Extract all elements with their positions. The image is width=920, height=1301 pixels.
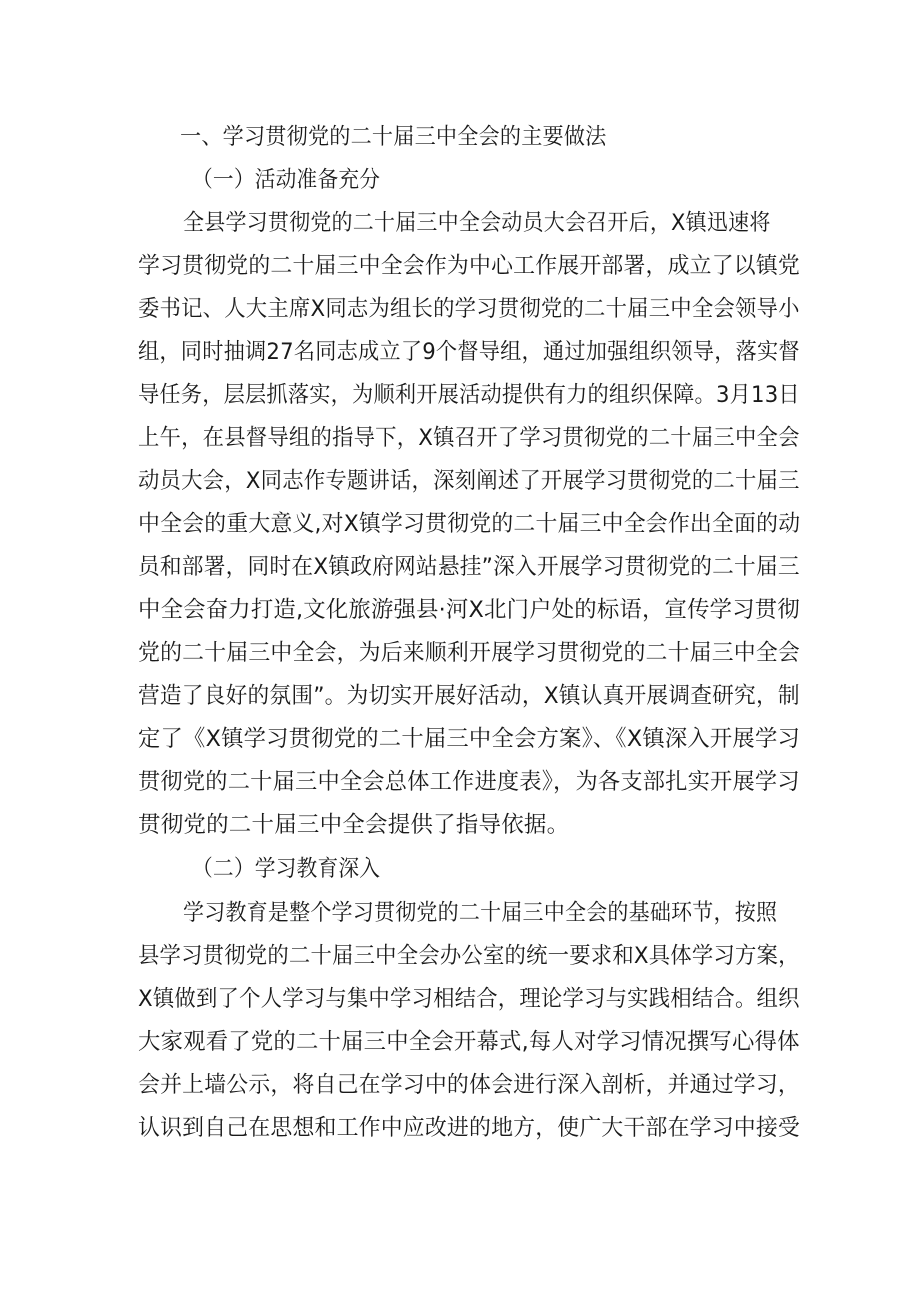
section-1-line: 贯彻党的二十届三中全会提供了指导依据。	[138, 812, 570, 838]
heading-main: 一、学习贯彻党的二十届三中全会的主要做法	[180, 124, 607, 150]
section-2-line: 学习教育是整个学习贯彻党的二十届三中全会的基础环节，按照	[183, 900, 778, 926]
section-1-line: 上午，在县督导组的指导下，X镇召开了学习贯彻党的二十届三中全会	[138, 425, 800, 451]
section-2-title: （二）学习教育深入	[192, 856, 381, 882]
section-2-line: X镇做到了个人学习与集中学习相结合，理论学习与实践相结合。组织	[138, 986, 800, 1012]
section-1-line: 营造了良好的氛围”。为切实开展好活动，X镇认真开展调查研究，制	[138, 683, 800, 709]
section-1-line: 员和部署，同时在X镇政府网站悬挂”深入开展学习贯彻党的二十届三	[138, 554, 800, 580]
section-1-line: 组，同时抽调27名同志成立了9个督导组，通过加强组织领导，落实督	[138, 339, 800, 365]
section-1-line: 中全会奋力打造,文化旅游强县·河X北门户处的标语，宣传学习贯彻	[138, 597, 800, 623]
section-1-line: 贯彻党的二十届三中全会总体工作进度表》，为各支部扎实开展学习	[138, 769, 800, 795]
section-1-line: 导任务，层层抓落实，为顺利开展活动提供有力的组织保障。3月13日	[138, 382, 800, 408]
section-1-line: 中全会的重大意义,对X镇学习贯彻党的二十届三中全会作出全面的动	[138, 511, 801, 537]
section-2-line: 会并上墙公示，将自己在学习中的体会进行深入剖析，并通过学习，	[138, 1072, 801, 1098]
section-1-line: 学习贯彻党的二十届三中全会作为中心工作展开部署，成立了以镇党	[138, 253, 801, 279]
section-1-line: 定了《X镇学习贯彻党的二十届三中全会方案》、《X镇深入开展学习	[138, 726, 801, 752]
section-2-line: 大家观看了党的二十届三中全会开幕式,每人对学习情况撰写心得体	[138, 1029, 800, 1055]
section-2-line: 认识到自己在思想和工作中应改进的地方，使广大干部在学习中接受	[138, 1115, 801, 1141]
section-1-line: 委书记、人大主席X同志为组长的学习贯彻党的二十届三中全会领导小	[138, 296, 800, 322]
section-1-line: 党的二十届三中全会，为后来顺利开展学习贯彻党的二十届三中全会	[138, 640, 801, 666]
section-1-title: （一）活动准备充分	[192, 167, 381, 193]
section-2-line: 县学习贯彻党的二十届三中全会办公室的统一要求和X具体学习方案，	[138, 943, 800, 969]
section-1-line: 动员大会，X同志作专题讲话，深刻阐述了开展学习贯彻党的二十届三	[138, 468, 800, 494]
section-1-line: 全县学习贯彻党的二十届三中全会动员大会召开后，X镇迅速将	[183, 210, 771, 236]
